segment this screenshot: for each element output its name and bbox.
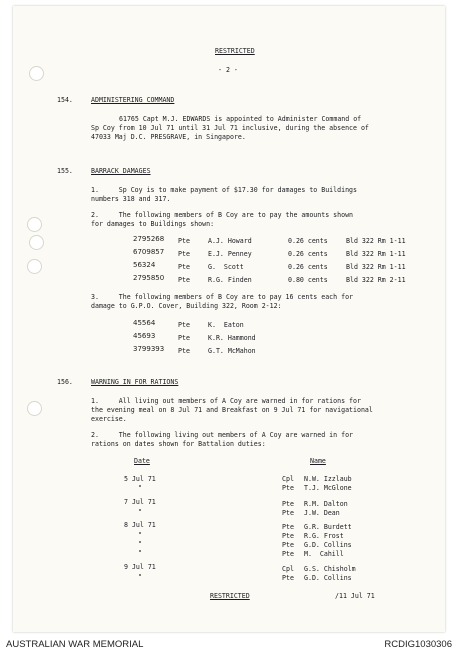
section-number: 154.: [57, 96, 73, 104]
amount: 0.80 cents: [288, 276, 328, 284]
paragraph-line: damage to G.P.O. Cover, Building 322, Room 2-12:: [91, 302, 282, 310]
building: Bld 322 Rm 1-11: [346, 237, 406, 245]
ditto-mark: ": [138, 508, 142, 516]
rank: Pte: [178, 347, 190, 355]
amount: 0.26 cents: [288, 263, 328, 271]
ditto-mark: ": [138, 549, 142, 557]
paragraph-line: 61765 Capt M.J. EDWARDS is appointed to Administer Command of: [119, 115, 362, 123]
section-title: ADMINISTERING COMMAND: [91, 96, 175, 104]
member-name: A.J. Howard: [208, 237, 252, 245]
service-number: 3799393: [133, 345, 165, 353]
ditto-mark: ": [138, 531, 142, 539]
paragraph-line: numbers 318 and 317.: [91, 195, 171, 203]
ration-date: 5 Jul 71: [124, 475, 156, 483]
punch-hole: [27, 401, 42, 416]
paragraph-line: Sp Coy from 10 Jul 71 until 31 Jul 71 inclusive, during the absence of: [91, 124, 369, 132]
paragraph-line: 3. The following members of B Coy are to pay 16 cents each for: [91, 293, 354, 301]
archive-id: RCDIG1030306: [384, 639, 452, 650]
continuation-note: /11 Jul 71: [335, 592, 375, 600]
paragraph-line: exercise.: [91, 415, 127, 423]
member-name: G.D. Collins: [304, 574, 352, 582]
building: Bld 322 Rm 1-11: [346, 263, 406, 271]
rank: Pte: [282, 523, 294, 531]
page-number: - 2 -: [218, 66, 238, 74]
section-title: BARRACK DAMAGES: [91, 167, 151, 175]
member-name: G.D. Collins: [304, 541, 352, 549]
restricted-footer: RESTRICTED: [210, 592, 250, 600]
member-name: N.W. Izzlaub: [304, 475, 352, 483]
name-column-header: Name: [310, 457, 326, 465]
member-name: R.G. Frost: [304, 532, 344, 540]
amount: 0.26 cents: [288, 237, 328, 245]
ration-date: 8 Jul 71: [124, 521, 156, 529]
rank: Pte: [178, 321, 190, 329]
service-number: 2795268: [133, 235, 165, 243]
member-name: G. Scott: [208, 263, 244, 271]
punch-hole: [29, 235, 44, 250]
member-name: E.J. Penney: [208, 250, 252, 258]
ditto-mark: ": [138, 573, 142, 581]
building: Bld 322 Rm 1-11: [346, 250, 406, 258]
member-name: G.R. Burdett: [304, 523, 352, 531]
rank: Pte: [282, 574, 294, 582]
ditto-mark: ": [138, 540, 142, 548]
member-name: K. Eaton: [208, 321, 244, 329]
building: Bld 322 Rm 2-11: [346, 276, 406, 284]
rank: Pte: [282, 500, 294, 508]
paragraph-line: 2. The following members of B Coy are to pay the amounts shown: [91, 211, 354, 219]
rank: Pte: [282, 550, 294, 558]
rank: Pte: [282, 509, 294, 517]
ration-date: 7 Jul 71: [124, 498, 156, 506]
paragraph-line: 2. The following living out members of A Coy are warned in for: [91, 431, 354, 439]
member-name: J.W. Dean: [304, 509, 340, 517]
restricted-header: RESTRICTED: [215, 47, 255, 55]
section-title: WARNING IN FOR RATIONS: [91, 378, 179, 386]
amount: 0.26 cents: [288, 250, 328, 258]
rank: Cpl: [282, 475, 294, 483]
member-name: M. Cahill: [304, 550, 344, 558]
paragraph-line: 47033 Maj D.C. PRESGRAVE, in Singapore.: [91, 133, 246, 141]
rank: Pte: [282, 484, 294, 492]
service-number: 45693: [133, 332, 156, 340]
paragraph-line: the evening meal on 8 Jul 71 and Breakfast on 9 Jul 71 for navigational: [91, 406, 373, 414]
paragraph-line: rations on dates shown for Battalion duties:: [91, 440, 266, 448]
member-name: T.J. McGlone: [304, 484, 352, 492]
rank: Cpl: [282, 565, 294, 573]
service-number: 6709857: [133, 248, 165, 256]
member-name: R.G. Finden: [208, 276, 252, 284]
section-number: 155.: [57, 167, 73, 175]
document-page: [13, 6, 445, 632]
ration-date: 9 Jul 71: [124, 563, 156, 571]
punch-hole: [27, 259, 42, 274]
member-name: G.S. Chisholm: [304, 565, 356, 573]
rank: Pte: [178, 276, 190, 284]
rank: Pte: [282, 532, 294, 540]
punch-hole: [29, 66, 44, 81]
service-number: 56324: [133, 261, 156, 269]
member-name: G.T. McMahon: [208, 347, 256, 355]
rank: Pte: [282, 541, 294, 549]
date-column-header: Date: [134, 457, 150, 465]
member-name: R.M. Dalton: [304, 500, 348, 508]
section-number: 156.: [57, 378, 73, 386]
rank: Pte: [178, 334, 190, 342]
rank: Pte: [178, 263, 190, 271]
member-name: K.R. Hammond: [208, 334, 256, 342]
service-number: 2795850: [133, 274, 165, 282]
paragraph-line: 1. All living out members of A Coy are warned in for rations for: [91, 397, 361, 405]
paragraph-line: for damages to Buildings shown:: [91, 220, 215, 228]
ditto-mark: ": [138, 484, 142, 492]
rank: Pte: [178, 237, 190, 245]
paragraph-line: 1. Sp Coy is to make payment of $17.30 for damages to Buildings: [91, 186, 357, 194]
punch-hole: [27, 217, 42, 232]
rank: Pte: [178, 250, 190, 258]
service-number: 45564: [133, 319, 156, 327]
archive-caption: AUSTRALIAN WAR MEMORIAL: [6, 639, 144, 650]
